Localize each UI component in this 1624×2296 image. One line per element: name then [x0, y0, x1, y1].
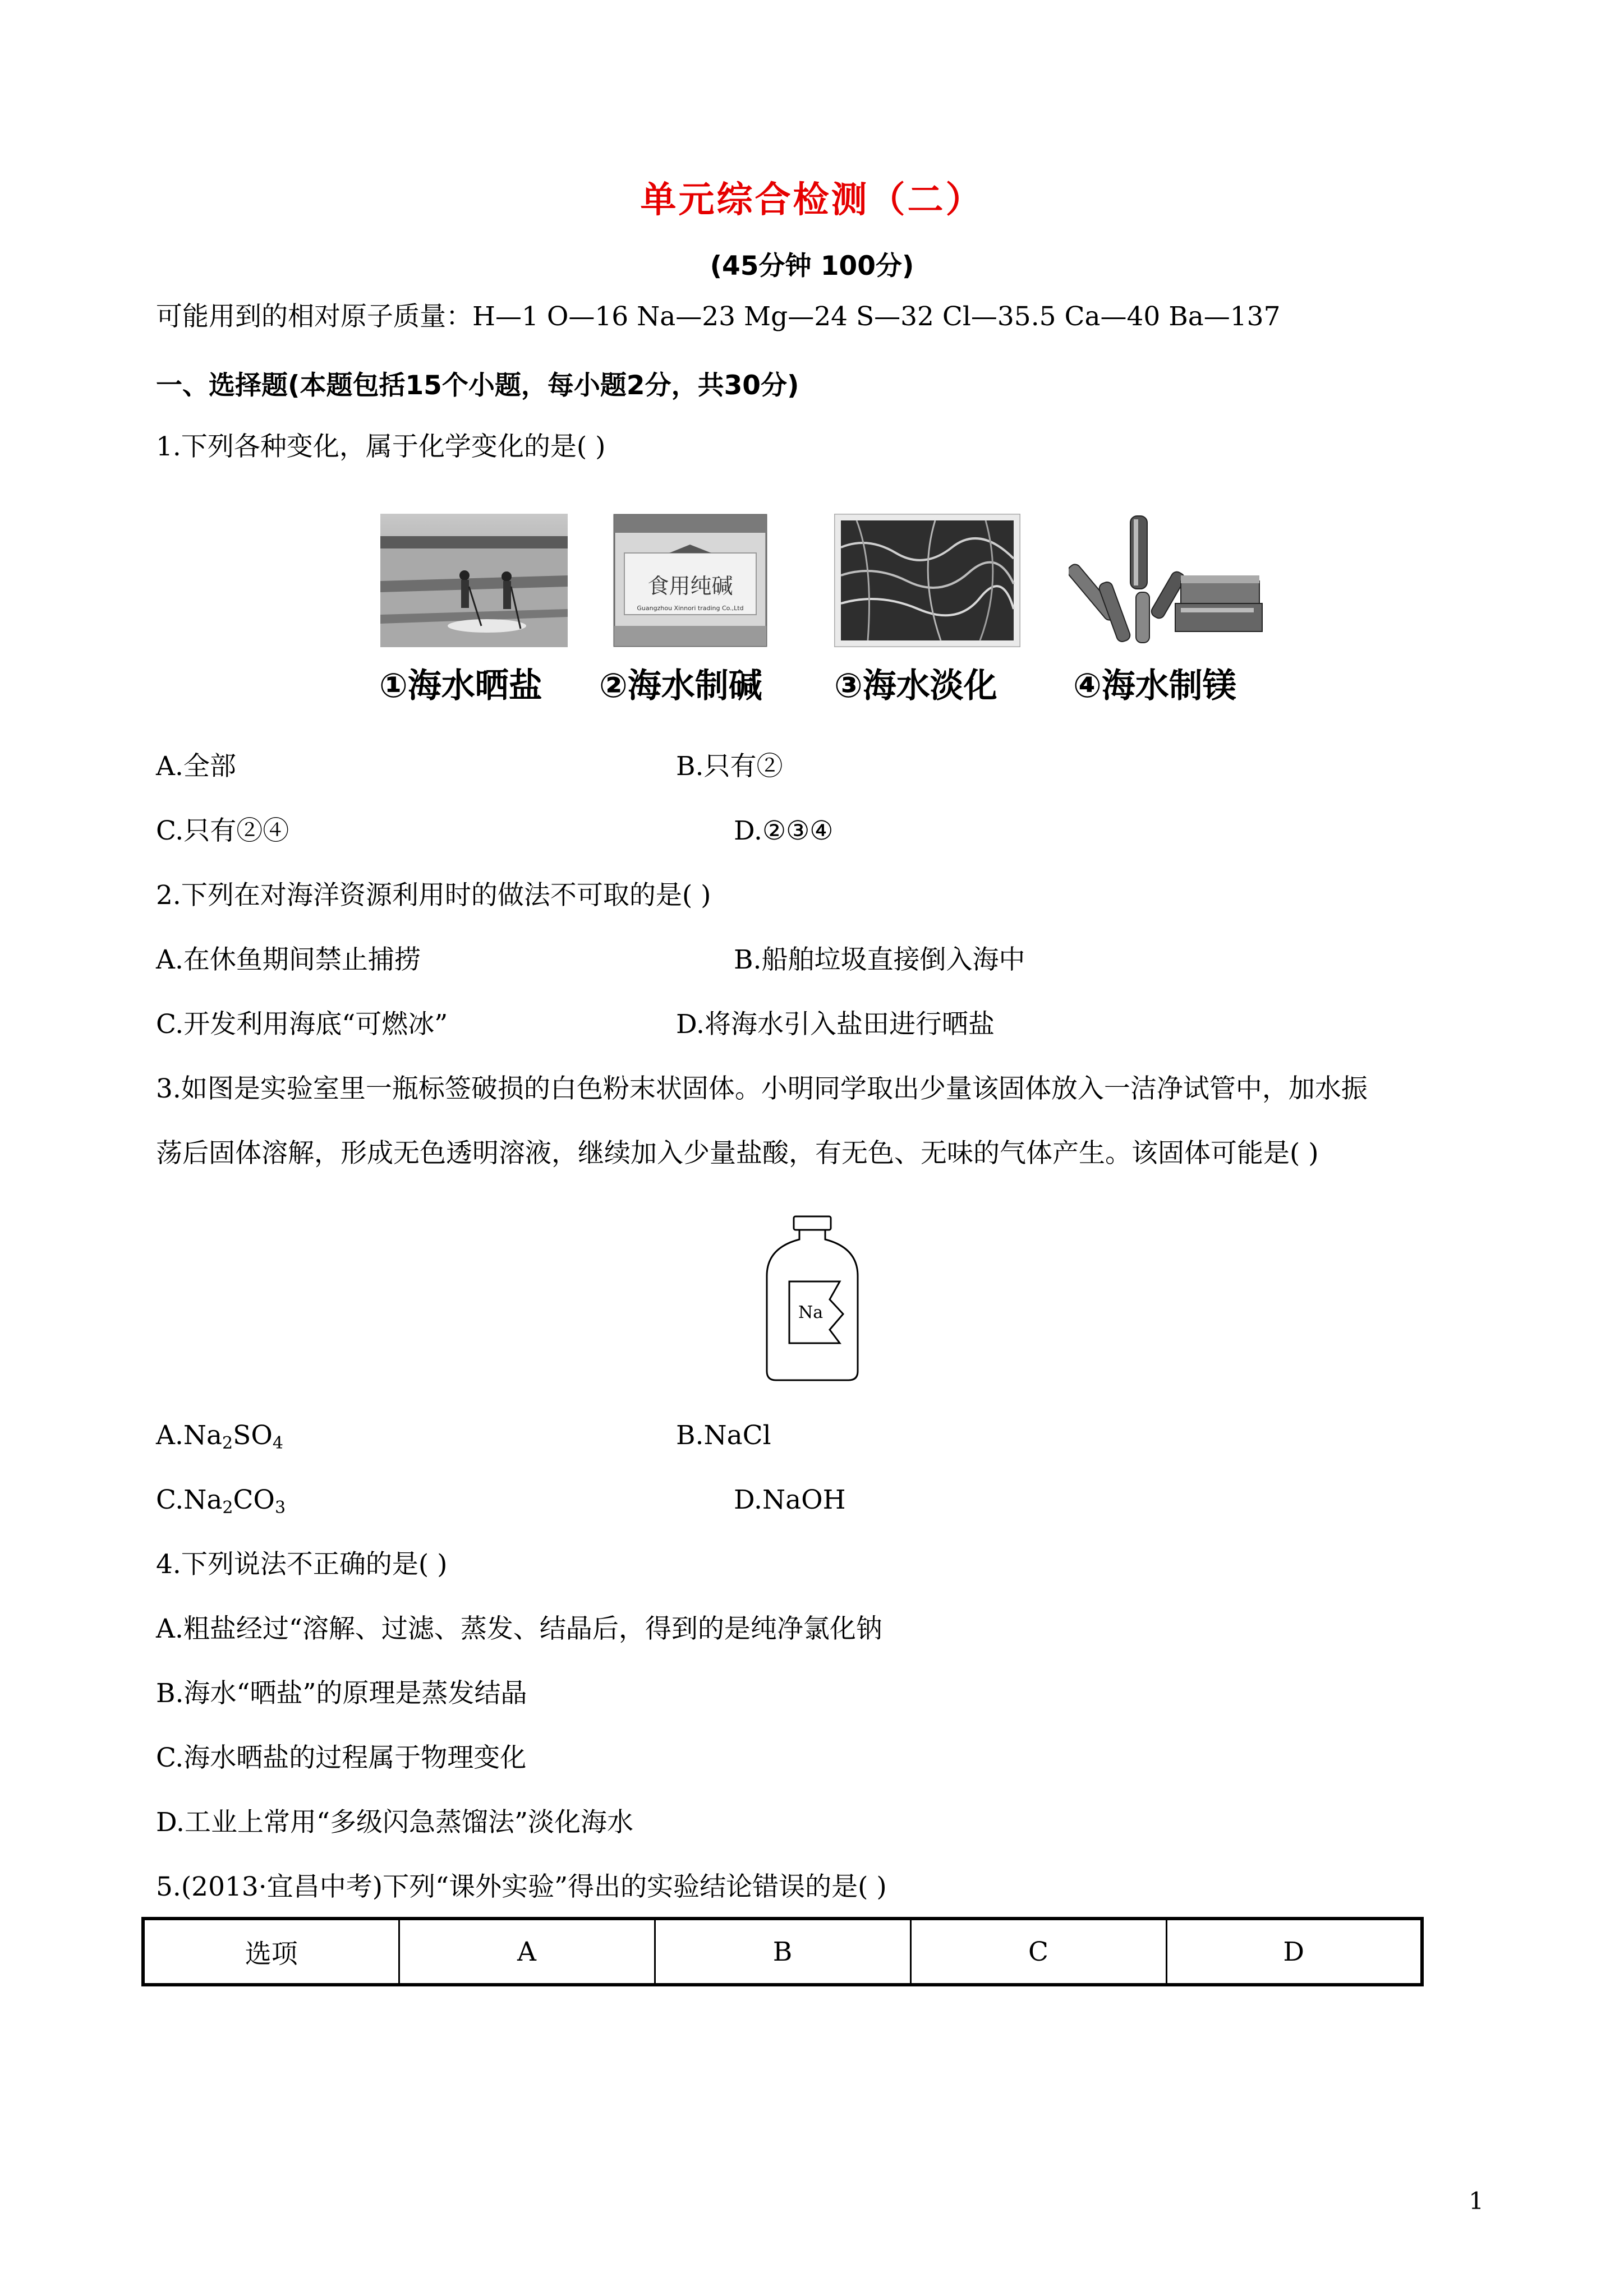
q3-option-c: $C.Na_2CO_3$	[156, 1484, 286, 1518]
salt-pan-photo	[380, 514, 568, 647]
table-header-cell: A	[399, 1919, 655, 1985]
q5-options-table	[141, 1917, 1424, 1986]
q2-option-c: C.开发利用海底“可燃冰”	[156, 1009, 448, 1040]
q3-stem-line2: 荡后固体溶解，形成无色透明溶液，继续加入少量盐酸，有无色、无味的气体产生。该固体可能是( )	[156, 1138, 1319, 1169]
image-caption-4: ④海水制镁	[1073, 666, 1236, 706]
q4-option-b: B.海水“晒盐”的原理是蒸发结晶	[156, 1678, 527, 1709]
page-title: 单元综合检测（二）	[640, 179, 984, 221]
q3-option-d: D.NaOH	[734, 1484, 846, 1515]
image-caption-2: ②海水制碱	[599, 666, 762, 706]
bottle-label-text: Na	[798, 1303, 823, 1322]
q2-option-d: D.将海水引入盐田进行晒盐	[676, 1009, 995, 1040]
atomic-masses: 可能用到的相对原子质量：H—1 O—16 Na—23 Mg—24 S—32 Cl—35.5 Ca—40 Ba—137	[156, 301, 1281, 332]
q3-stem-line1: 3.如图是实验室里一瓶标签破损的白色粉末状固体。小明同学取出少量该固体放入一洁净试管中，加水振	[156, 1073, 1368, 1104]
table-header-cell: B	[655, 1919, 910, 1985]
image-caption-3: ③海水淡化	[834, 666, 997, 706]
table-row	[143, 1919, 1422, 1985]
water-surface-image	[834, 514, 1020, 647]
q2-option-b: B.船舶垃圾直接倒入海中	[734, 944, 1025, 975]
q1-option-c: C.只有②④	[156, 815, 289, 846]
q1-option-a: A.全部	[156, 751, 236, 782]
q4-option-c: C.海水晒盐的过程属于物理变化	[156, 1742, 527, 1773]
package-small-text: Guangzhou Xinnori trading Co.,Ltd	[637, 605, 744, 612]
q3-option-b: B.NaCl	[676, 1420, 771, 1451]
q1-option-d: D.②③④	[734, 815, 834, 846]
package-label: 食用纯碱	[647, 574, 733, 598]
table-header-cell: D	[1166, 1919, 1422, 1985]
section-heading: 一、选择题(本题包括15个小题，每小题2分，共30分)	[156, 370, 799, 401]
q4-option-d: D.工业上常用“多级闪急蒸馏法”淡化海水	[156, 1807, 634, 1838]
page-number: 1	[1469, 2187, 1484, 2215]
q1-stem: 1.下列各种变化，属于化学变化的是( )	[156, 431, 606, 462]
q1-option-b: B.只有②	[676, 751, 783, 782]
q5-stem: 5.(2013·宜昌中考)下列“课外实验”得出的实验结论错误的是( )	[156, 1871, 887, 1902]
soda-package-image	[613, 514, 767, 647]
image-caption-1: ①海水晒盐	[379, 666, 542, 706]
reagent-bottle-diagram	[760, 1214, 864, 1382]
q4-stem: 4.下列说法不正确的是( )	[156, 1549, 448, 1580]
table-header-cell: C	[910, 1919, 1166, 1985]
q2-option-a: A.在休鱼期间禁止捕捞	[156, 944, 421, 975]
q3-option-a: $A.Na_2SO_4$	[156, 1420, 283, 1453]
table-header-cell: 选项	[143, 1919, 399, 1985]
magnesium-metal-image	[1069, 514, 1265, 647]
q4-option-a: A.粗盐经过“溶解、过滤、蒸发、结晶后，得到的是纯净氯化钠	[156, 1613, 882, 1644]
q2-stem: 2.下列在对海洋资源利用时的做法不可取的是( )	[156, 880, 711, 911]
exam-duration-score: (45分钟 100分)	[710, 251, 914, 282]
